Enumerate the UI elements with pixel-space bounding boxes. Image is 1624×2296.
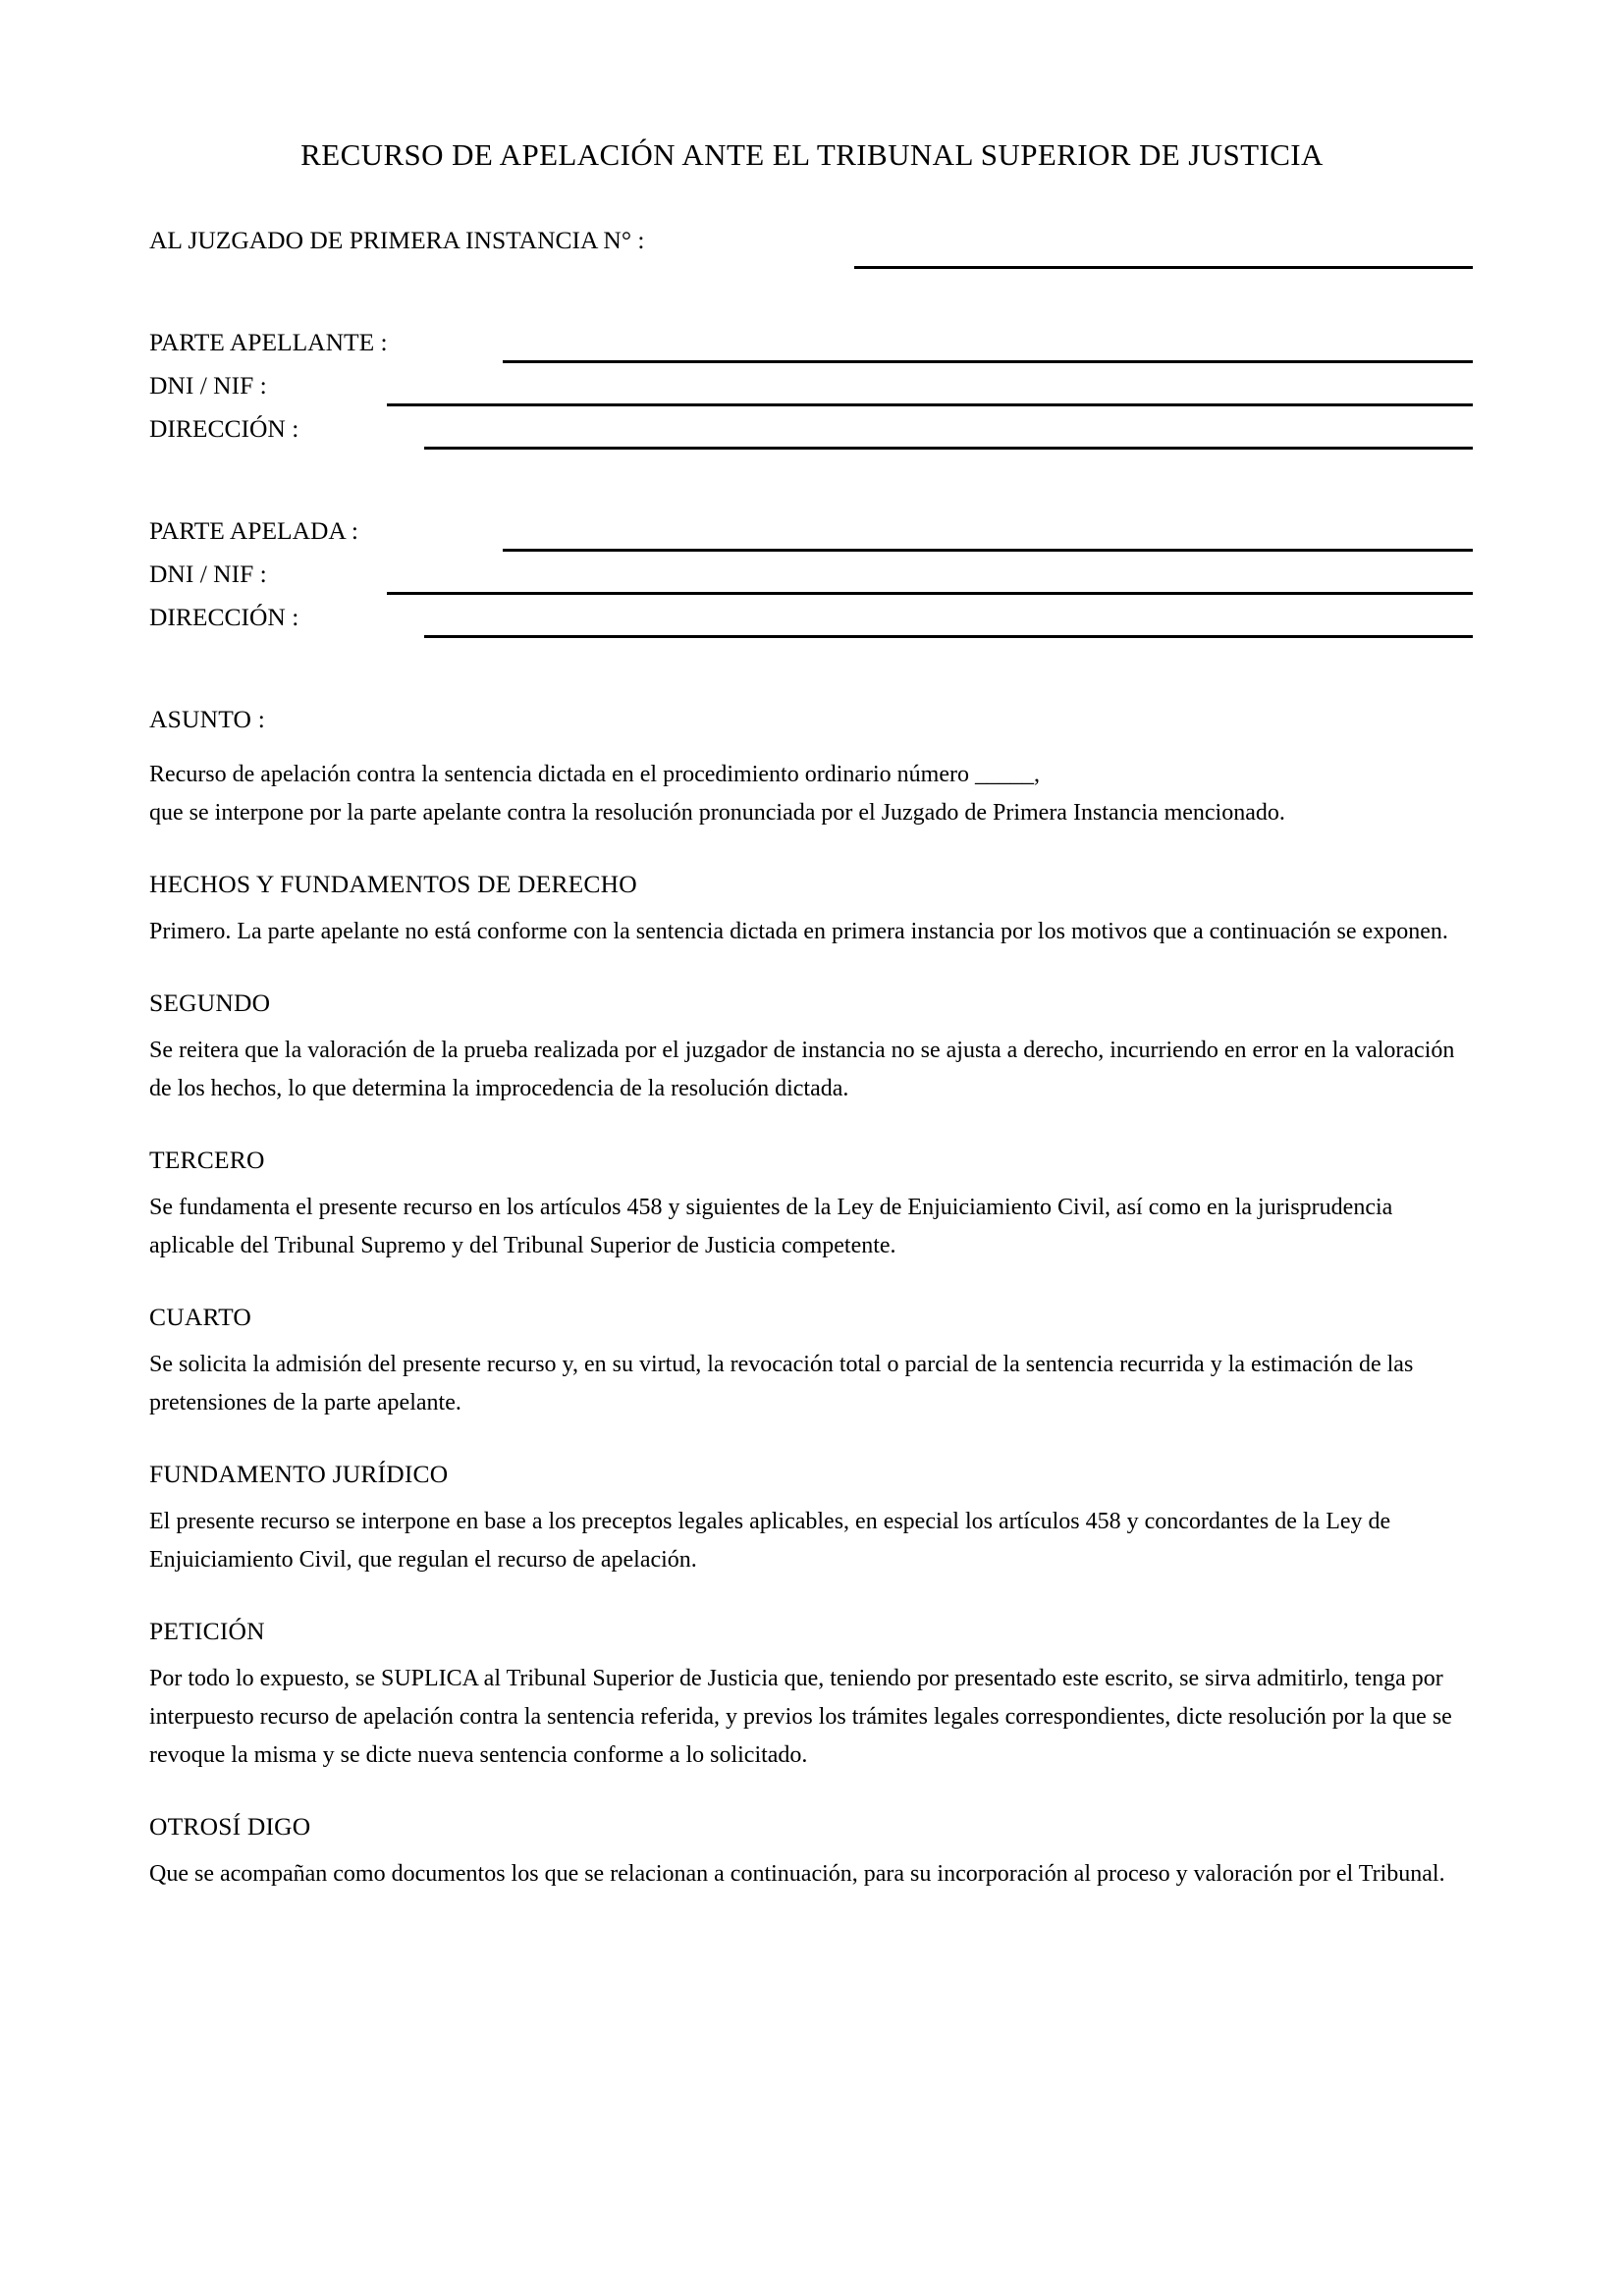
field-apellante-direccion-label: DIRECCIÓN : (149, 414, 299, 443)
spacer (149, 1775, 1473, 1810)
document-body (149, 224, 1473, 1894)
section-cuarto (149, 1301, 1473, 1422)
section-segundo (149, 987, 1473, 1108)
field-apellante-direccion (149, 412, 1473, 455)
field-apellante-dni (149, 369, 1473, 412)
section-asunto-line-1: Recurso de apelación contra la sentencia dictada en el procedimiento ordinario número _____, (149, 762, 1040, 787)
spacer (149, 1334, 1473, 1346)
field-juzgado-label: AL JUZGADO DE PRIMERA INSTANCIA N° : (149, 226, 645, 254)
page-title: RECURSO DE APELACIÓN ANTE EL TRIBUNAL SUPERIOR DE JUSTICIA (300, 136, 1324, 172)
spacer (149, 644, 1473, 703)
spacer (149, 1579, 1473, 1615)
section-fundamento-juridico (149, 1458, 1473, 1579)
section-hechos-heading: HECHOS Y FUNDAMENTOS DE DERECHO (149, 870, 637, 898)
field-apellante-direccion-input[interactable] (424, 447, 1473, 450)
field-apelada-direccion (149, 601, 1473, 644)
spacer (149, 1020, 1473, 1032)
section-cuarto-body: Se solicita la admisión del presente recurso y, en su virtud, la revocación total o parcial de la sentencia recurrida y la estimación de las pretensiones de la parte apelante. (149, 1352, 1414, 1415)
section-tercero-body: Se fundamenta el presente recurso en los artículos 458 y siguientes de la Ley de Enjuiciamiento Civil, así como en la jurisprudencia aplicable del Tribunal Supremo y del Tribunal Superior de Justicia competente. (149, 1195, 1393, 1258)
field-parte-apellante-input[interactable] (503, 360, 1473, 363)
field-juzgado (149, 224, 1473, 267)
spacer (149, 1265, 1473, 1301)
section-asunto (149, 703, 1473, 832)
spacer (149, 267, 1473, 326)
field-parte-apelada-input[interactable] (503, 549, 1473, 552)
field-parte-apellante (149, 326, 1473, 369)
section-tercero-heading: TERCERO (149, 1146, 265, 1174)
field-parte-apellante-label: PARTE APELLANTE : (149, 328, 388, 356)
section-cuarto-heading: CUARTO (149, 1303, 252, 1331)
section-peticion-body: Por todo lo expuesto, se SUPLICA al Tribunal Superior de Justicia que, teniendo por presentado este escrito, se sirva admitirlo, tenga por interpuesto recurso de apelación contra la sentencia referida, y previos los trámites legales correspondientes, dicte resolución por la que se revoque la misma y se dicte nueva sentencia conforme a lo solicitado. (149, 1666, 1452, 1768)
spacer (149, 1108, 1473, 1144)
field-apelada-dni-label: DNI / NIF : (149, 560, 267, 588)
spacer (149, 1843, 1473, 1855)
spacer (149, 736, 1473, 756)
field-apelada-direccion-label: DIRECCIÓN : (149, 603, 299, 631)
section-fundamento-juridico-body: El presente recurso se interpone en base a los preceptos legales aplicables, en especial los artículos 458 y concordantes de la Ley de Enjuiciamiento Civil, que regulan el recurso de apelación. (149, 1509, 1391, 1573)
section-otrosi-digo (149, 1810, 1473, 1894)
spacer (149, 455, 1473, 514)
spacer (149, 1422, 1473, 1458)
spacer (149, 901, 1473, 913)
spacer (149, 1648, 1473, 1660)
section-asunto-line-2: que se interpone por la parte apelante contra la resolución pronunciada por el Juzgado de Primera Instancia mencionado. (149, 800, 1285, 826)
section-hechos (149, 868, 1473, 951)
section-peticion (149, 1615, 1473, 1775)
spacer (149, 832, 1473, 868)
spacer (149, 1491, 1473, 1503)
section-fundamento-juridico-heading: FUNDAMENTO JURÍDICO (149, 1460, 449, 1488)
field-apellante-dni-label: DNI / NIF : (149, 371, 267, 400)
section-segundo-body: Se reitera que la valoración de la prueba realizada por el juzgador de instancia no se ajusta a derecho, incurriendo en error en la valoración de los hechos, lo que determina la improcedencia de la resolución dictada. (149, 1038, 1455, 1101)
spacer (149, 1177, 1473, 1189)
section-asunto-heading: ASUNTO : (149, 705, 266, 733)
field-parte-apelada (149, 514, 1473, 558)
section-peticion-heading: PETICIÓN (149, 1617, 265, 1645)
spacer (149, 951, 1473, 987)
field-parte-apelada-label: PARTE APELADA : (149, 516, 358, 545)
field-apelada-direccion-input[interactable] (424, 635, 1473, 638)
field-apellante-dni-input[interactable] (387, 403, 1473, 406)
section-hechos-body: Primero. La parte apelante no está conforme con la sentencia dictada en primera instancia por los motivos que a continuación se exponen. (149, 919, 1448, 944)
field-apelada-dni (149, 558, 1473, 601)
field-apelada-dni-input[interactable] (387, 592, 1473, 595)
section-tercero (149, 1144, 1473, 1265)
field-juzgado-input[interactable] (854, 266, 1473, 269)
section-segundo-heading: SEGUNDO (149, 988, 271, 1017)
section-otrosi-digo-body: Que se acompañan como documentos los que se relacionan a continuación, para su incorporación al proceso y valoración por el Tribunal. (149, 1861, 1445, 1887)
section-otrosi-digo-heading: OTROSÍ DIGO (149, 1812, 311, 1841)
